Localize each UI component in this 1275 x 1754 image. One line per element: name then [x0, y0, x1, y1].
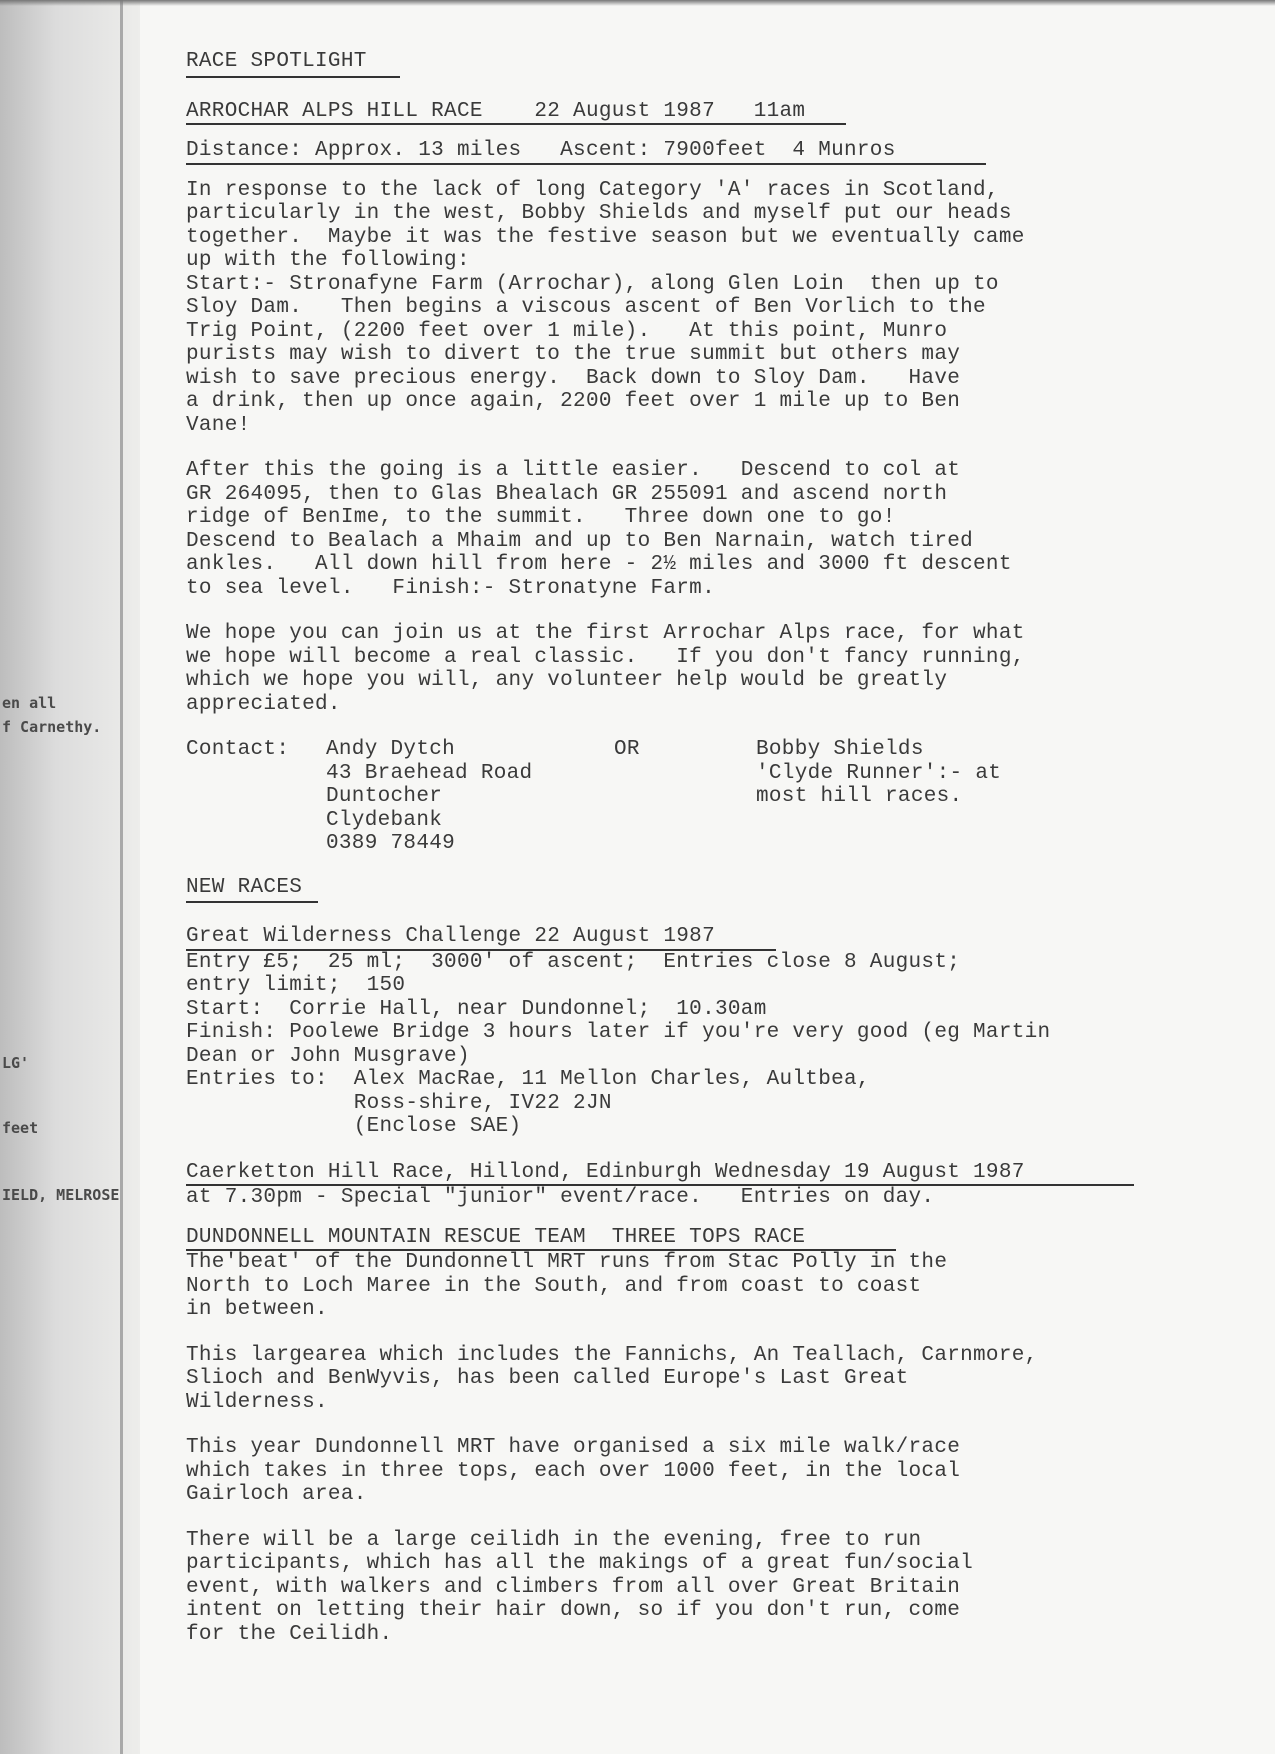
text-line: The'beat' of the Dundonnell MRT runs from Stac Polly in the	[186, 1251, 948, 1274]
alt-line: most hill races.	[756, 785, 963, 808]
contact-alternative	[756, 738, 1001, 856]
spotlight-paragraph-2	[186, 459, 1146, 600]
text-line: There will be a large ceilidh in the evening, free to run	[186, 1528, 922, 1552]
contact-block	[186, 738, 1146, 856]
dundonnell-paragraph-3	[186, 1436, 1146, 1507]
dundonnell-paragraph-2	[186, 1344, 1146, 1415]
text-line: GR 264095, then to Glas Bhealach GR 255091 and ascend north	[186, 482, 948, 506]
text-line: Finish: Poolewe Bridge 3 hours later if you're very good (eg Martin	[186, 1021, 1051, 1044]
margin-note: LG'	[2, 1054, 30, 1072]
race-stats-block	[186, 139, 986, 165]
text-line: Vane!	[186, 413, 251, 437]
text-line: for the Ceilidh.	[186, 1622, 393, 1646]
text-line: Sloy Dam. Then begins a viscous ascent of Ben Vorlich to the	[186, 296, 986, 319]
text-line: North to Loch Maree in the South, and from coast to coast	[186, 1274, 922, 1298]
text-line: purists may wish to divert to the true summit but others may	[186, 343, 961, 366]
text-line: wish to save precious energy. Back down to Sloy Dam. Have	[186, 366, 961, 390]
text-line: Trig Point, (2200 feet over 1 mile). At this point, Munro	[186, 319, 948, 343]
text-line: event, with walkers and climbers from all over Great Britain	[186, 1575, 961, 1599]
race-title: ARROCHAR ALPS HILL RACE 22 August 1987 11am	[186, 99, 806, 123]
text-line: Gairloch area.	[186, 1483, 367, 1506]
text-line: Entry £5; 25 ml; 3000' of ascent; Entries close 8 August;	[186, 950, 961, 974]
text-line: Entries to: Alex MacRae, 11 Mellon Charles, Aultbea,	[186, 1068, 870, 1091]
text-line: This year Dundonnell MRT have organised a six mile walk/race	[186, 1436, 961, 1459]
text-line: This largearea which includes the Fannichs, An Teallach, Carnmore,	[186, 1343, 1038, 1367]
text-line: In response to the lack of long Category 'A' races in Scotland,	[186, 178, 999, 202]
text-line: participants, which has all the makings of a great fun/social	[186, 1552, 974, 1575]
race-heading: Great Wilderness Challenge 22 August 1987	[186, 925, 715, 948]
document-page	[186, 50, 1146, 1646]
text-line: particularly in the west, Bobby Shields and myself put our heads	[186, 202, 1012, 225]
section-title-new-races: NEW RACES	[186, 876, 318, 904]
margin-note: f Carnethy.	[2, 718, 102, 736]
text-line: After this the going is a little easier. Descend to col at	[186, 459, 961, 482]
text-line: Wilderness.	[186, 1390, 328, 1414]
text-line: entry limit; 150	[186, 974, 406, 997]
section-title-spotlight: RACE SPOTLIGHT	[186, 50, 400, 78]
wilderness-race	[186, 925, 1146, 1139]
dundonnell-race	[186, 1226, 1146, 1647]
alt-line: Bobby Shields	[756, 738, 924, 761]
text-line: Start: Corrie Hall, near Dundonnel; 10.30am	[186, 997, 767, 1021]
text-line: appreciated.	[186, 692, 341, 716]
race-stats: Distance: Approx. 13 miles Ascent: 7900feet 4 Munros	[186, 139, 896, 162]
text-line: Descend to Bealach a Mhaim and up to Ben Narnain, watch tired	[186, 529, 974, 553]
text-line: we hope will become a real classic. If you don't fancy running,	[186, 645, 1025, 669]
text-line: up with the following:	[186, 249, 470, 272]
text-line: together. Maybe it was the festive season but we eventually came	[186, 225, 1025, 249]
margin-note: en all	[2, 694, 57, 712]
phone-number: 0389 78449	[326, 832, 456, 855]
contact-address	[326, 738, 614, 856]
scan-shadow	[0, 0, 1275, 6]
title-rule	[186, 123, 846, 125]
text-line: which takes in three tops, each over 1000 feet, in the local	[186, 1459, 961, 1483]
text-line: We hope you can join us at the first Arrochar Alps race, for what	[186, 622, 1025, 645]
dundonnell-paragraph-4	[186, 1529, 1146, 1647]
race-heading: DUNDONNELL MOUNTAIN RESCUE TEAM THREE TOPS RACE	[186, 1225, 806, 1249]
text-line: which we hope you will, any volunteer help would be greatly	[186, 669, 948, 692]
contact-or: OR	[614, 738, 640, 761]
text-line: Dean or John Musgrave)	[186, 1044, 470, 1068]
race-heading: Caerketton Hill Race, Hillond, Edinburgh Wednesday 19 August 1987	[186, 1160, 1025, 1184]
margin-note: feet	[2, 1119, 39, 1137]
text-line: a drink, then up once again, 2200 feet over 1 mile up to Ben	[186, 390, 961, 413]
text-line: ankles. All down hill from here - 2½ miles and 3000 ft descent	[186, 553, 1012, 576]
text-line: Start:- Stronafyne Farm (Arrochar), along Glen Loin then up to	[186, 272, 999, 296]
text-line: Slioch and BenWyvis, has been called Europe's Last Great	[186, 1367, 909, 1390]
address-line: Duntocher	[326, 785, 443, 808]
alt-line: 'Clyde Runner':- at	[756, 761, 1002, 785]
address-line: Andy Dytch	[326, 738, 456, 761]
page-edge	[120, 0, 123, 1754]
text-line: to sea level. Finish:- Stronatyne Farm.	[186, 576, 715, 600]
margin-note: IELD, MELROSE	[2, 1186, 120, 1204]
text-line: in between.	[186, 1298, 328, 1321]
binding-strip	[0, 0, 140, 1754]
spotlight-paragraph-1	[186, 179, 1146, 438]
text-line: at 7.30pm - Special "junior" event/race. Entries on day.	[186, 1186, 935, 1209]
race-title-block	[186, 100, 846, 126]
spotlight-paragraph-3	[186, 622, 1146, 716]
text-line: ridge of BenIme, to the summit. Three down one to go!	[186, 506, 896, 529]
text-line: (Enclose SAE)	[186, 1115, 522, 1138]
address-line: 43 Braehead Road	[326, 761, 533, 785]
stats-rule	[186, 163, 986, 165]
address-line: Clydebank	[326, 808, 443, 832]
text-line: Ross-shire, IV22 2JN	[186, 1091, 612, 1115]
caerketton-race	[186, 1161, 1146, 1210]
contact-label: Contact:	[186, 738, 290, 761]
text-line: intent on letting their hair down, so if you don't run, come	[186, 1599, 961, 1622]
